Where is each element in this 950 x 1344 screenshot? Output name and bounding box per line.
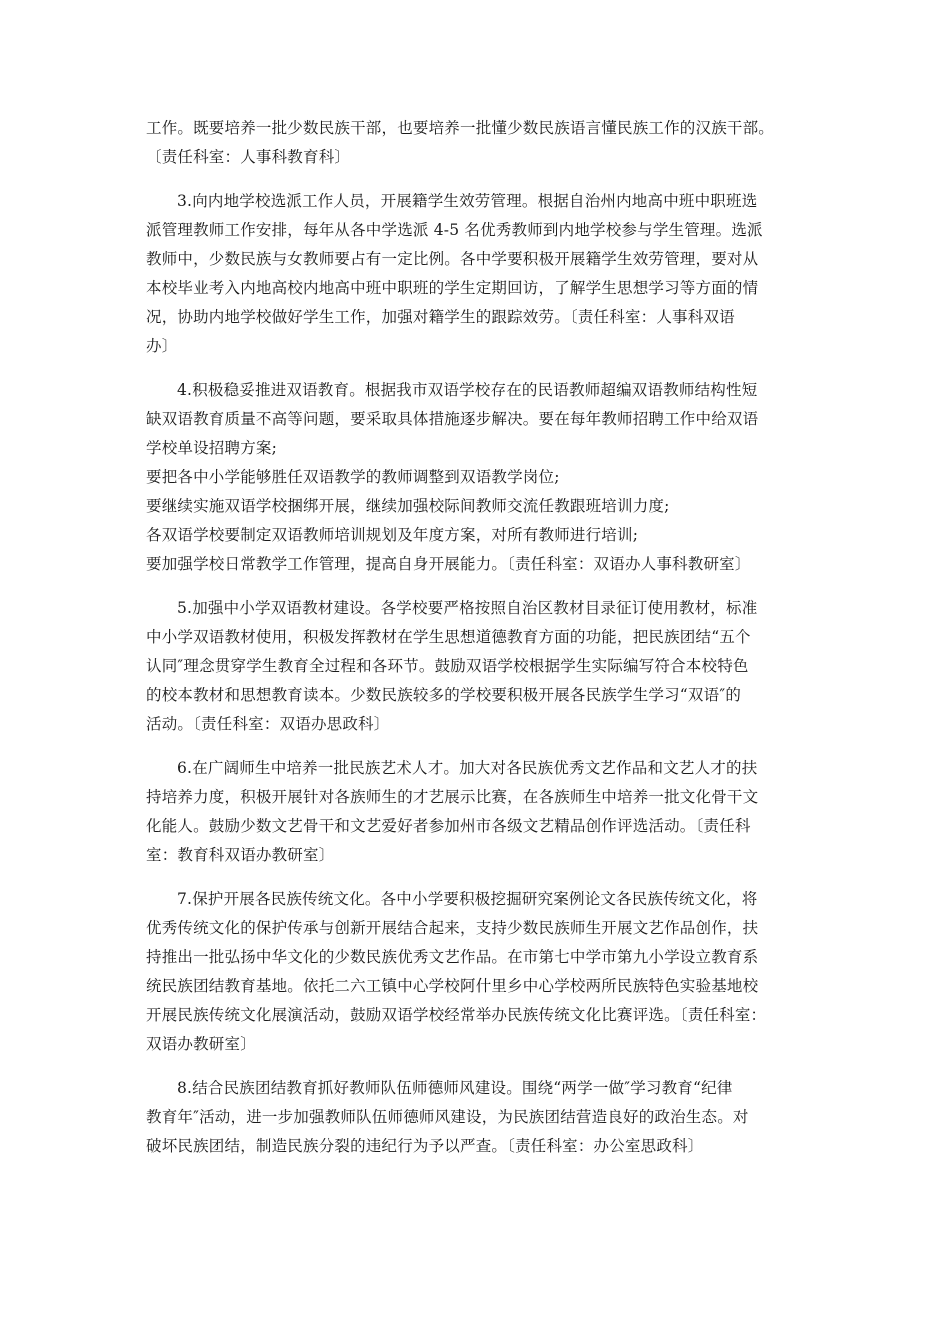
text-line: 4.积极稳妥推进双语教育。根据我市双语学校存在的民语教师超编双语教师结构性短 (177, 381, 758, 399)
text-line: 3.向内地学校选派工作人员，开展籍学生效劳管理。根据自治州内地高中班中职班选 (177, 192, 758, 210)
text-line: 要继续实施双语学校捆绑开展，继续加强校际间教师交流任教跟班培训力度; (146, 497, 670, 515)
text-line: 各双语学校要制定双语教师培训规划及年度方案，对所有教师进行培训; (146, 526, 639, 544)
document-page (146, 114, 811, 1161)
text-line: 的校本教材和思想教育读本。少数民族较多的学校要积极开展各民族学生学习“双语″的 (146, 686, 742, 704)
text-line: 缺双语教育质量不高等问题，要采取具体措施逐步解决。要在每年教师招聘工作中给双语 (146, 410, 759, 428)
text-line: 室：教育科双语办教研室〕 (146, 846, 335, 864)
text-line: 教师中，少数民族与女教师要占有一定比例。各中学要积极开展籍学生效劳管理，要对从 (146, 250, 759, 268)
text-line: 持培养力度，积极开展针对各族师生的才艺展示比赛，在各族师生中培养一批文化骨干文 (146, 788, 759, 806)
text-line: 开展民族传统文化展演活动，鼓励双语学校经常举办民族传统文化比赛评选。〔责任科室： (146, 1006, 767, 1024)
text-line: 5.加强中小学双语教材建设。各学校要严格按照自治区教材目录征订使用教材，标准 (177, 599, 758, 617)
text-line: 〔责任科室：人事科教育科〕 (146, 148, 351, 166)
text-line: 认同″理念贯穿学生教育全过程和各环节。鼓励双语学校根据学生实际编写符合本校特色 (146, 657, 749, 675)
text-line: 本校毕业考入内地高校内地高中班中职班的学生定期回访，了解学生思想学习等方面的情 (146, 279, 759, 297)
text-line: 中小学双语教材使用，积极发挥教材在学生思想道德教育方面的功能，把民族团结“五个 (146, 628, 751, 646)
text-line: 7.保护开展各民族传统文化。各中小学要积极挖掘研究案例论文各民族传统文化，将 (177, 890, 758, 908)
text-line: 持推出一批弘扬中华文化的少数民族优秀文艺作品。在市第七中学市第九小学设立教育系 (146, 948, 759, 966)
paragraph-1 (146, 114, 811, 172)
text-line: 要把各中小学能够胜任双语教学的教师调整到双语教学岗位; (146, 468, 560, 486)
text-line: 6.在广阔师生中培养一批民族艺术人才。加大对各民族优秀文艺作品和文艺人才的扶 (177, 759, 758, 777)
text-line: 学校单设招聘方案; (146, 439, 278, 457)
text-line: 统民族团结教育基地。依托二六工镇中心学校阿什里乡中心学校两所民族特色实验基地校 (146, 977, 759, 995)
paragraph-6 (146, 754, 811, 870)
text-line: 双语办教研室〕 (146, 1035, 256, 1053)
text-line: 破坏民族团结，制造民族分裂的违纪行为予以严查。〔责任科室：办公室思政科〕 (146, 1137, 704, 1155)
text-line: 活动。〔责任科室：双语办思政科〕 (146, 715, 390, 733)
text-line: 优秀传统文化的保护传承与创新开展结合起来，支持少数民族师生开展文艺作品创作，扶 (146, 919, 759, 937)
text-line: 要加强学校日常教学工作管理，提高自身开展能力。〔责任科室：双语办人事科教研室〕 (146, 555, 751, 573)
text-line: 8.结合民族团结教育抓好教师队伍师德师风建设。围绕“两学一做″学习教育“纪律 (177, 1079, 733, 1097)
text-line: 办〕 (146, 337, 178, 355)
text-line: 工作。既要培养一批少数民族干部，也要培养一批懂少数民族语言懂民族工作的汉族干部。 (146, 119, 775, 137)
paragraph-7 (146, 885, 811, 1059)
text-line: 教育年″活动，进一步加强教师队伍师德师风建设，为民族团结营造良好的政治生态。对 (146, 1108, 749, 1126)
paragraph-8 (146, 1074, 811, 1161)
text-line: 派管理教师工作安排，每年从各中学选派 4-5 名优秀教师到内地学校参与学生管理。选派 (146, 221, 763, 239)
text-line: 况，协助内地学校做好学生工作，加强对籍学生的跟踪效劳。〔责任科室：人事科双语 (146, 308, 735, 326)
paragraph-3 (146, 187, 811, 361)
text-line: 化能人。鼓励少数文艺骨干和文艺爱好者参加州市各级文艺精品创作评选活动。〔责任科 (146, 817, 751, 835)
paragraph-5 (146, 594, 811, 739)
paragraph-4 (146, 376, 811, 579)
